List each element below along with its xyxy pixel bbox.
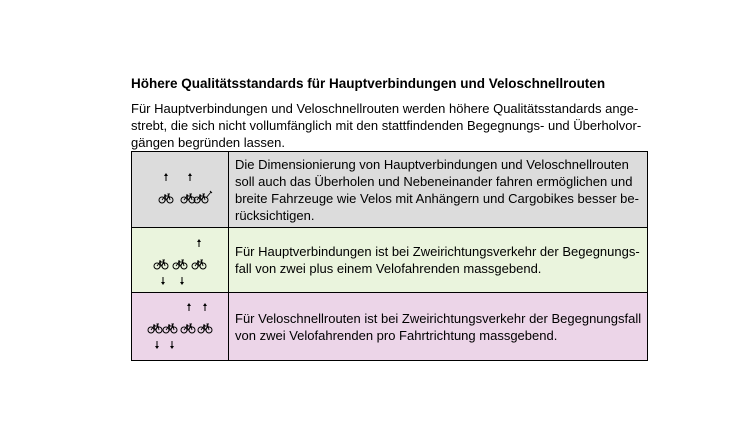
icon-cell	[132, 293, 229, 361]
two-plus-one-bikes-icon	[132, 228, 228, 292]
row-line: soll auch das Überholen und Nebeneinander fahren ermöglichen und	[235, 173, 633, 189]
intro-line: gängen begründen lassen.	[131, 135, 285, 150]
row-description	[229, 228, 648, 293]
standards-table	[131, 151, 648, 361]
section-heading: Höhere Qualitätsstandards für Hauptverbindungen und Veloschnellrouten	[131, 76, 606, 91]
icon-cell	[132, 152, 229, 228]
two-plus-two-bikes-icon	[132, 293, 228, 360]
intro-paragraph	[131, 100, 642, 151]
table-row	[132, 228, 648, 293]
row-line: Die Dimensionierung von Hauptverbindungen und Veloschnellrouten	[235, 156, 629, 172]
row-line: fall von zwei plus einem Velofahrenden massgebend.	[235, 261, 542, 276]
row-line: breite Fahrzeuge wie Velos mit Anhängern und Cargobikes besser be-	[235, 190, 639, 206]
row-line: Für Veloschnellrouten ist bei Zweirichtungsverkehr der Begegnungsfall	[235, 310, 642, 326]
table-row	[132, 152, 648, 228]
table-row	[132, 293, 648, 361]
intro-line: strebt, die sich nicht vollumfänglich mit den stattfindenden Begegnungs- und Überholvor-	[131, 118, 642, 133]
row-line: rücksichtigen.	[235, 207, 315, 223]
row-description	[229, 152, 648, 228]
row-line: Für Hauptverbindungen ist bei Zweirichtungsverkehr der Begegnungs-	[235, 244, 640, 259]
row-line: von zwei Velofahrenden pro Fahrtrichtung massgebend.	[235, 327, 558, 343]
row-description	[229, 293, 648, 361]
intro-line: Für Hauptverbindungen und Veloschnellrouten werden höhere Qualitätsstandards ange-	[131, 101, 639, 116]
icon-cell	[132, 228, 229, 293]
two-bikes-same-direction-with-trailer-icon	[132, 152, 228, 227]
